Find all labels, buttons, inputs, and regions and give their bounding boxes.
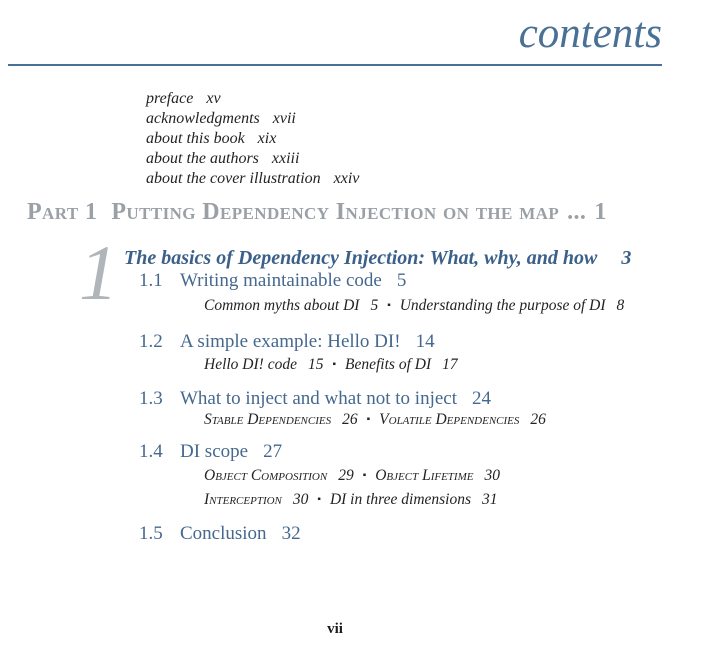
subsection-title: Volatile Dependencies (379, 411, 520, 428)
subsection-title: Understanding the purpose of DI (399, 297, 606, 314)
subsection-line (204, 465, 500, 487)
front-matter-page: xxiv (333, 170, 360, 187)
front-matter-label: preface (146, 90, 194, 107)
subsection-page: 30 (292, 491, 309, 508)
part-dots: ... (567, 199, 587, 225)
front-matter-entry (146, 149, 359, 169)
page-title: contents (518, 10, 662, 57)
section-number: 1.4 (139, 441, 163, 462)
front-matter-entry (146, 169, 359, 189)
subsection-page: 8 (616, 297, 625, 314)
section-page: 32 (281, 523, 301, 544)
section-entry (139, 441, 282, 463)
section-title: A simple example: Hello DI! (180, 331, 401, 352)
part-page: 1 (594, 199, 607, 225)
section-entry (139, 270, 406, 292)
chapter-title: The basics of Dependency Injection: What, why, and how (124, 247, 598, 269)
subsection-title: Interception (204, 491, 282, 508)
front-matter-entry (146, 89, 359, 109)
section-title: Writing maintainable code (180, 270, 382, 291)
section-number: 1.5 (139, 523, 163, 544)
part-title: Putting Dependency Injection on the map (111, 199, 560, 225)
section-title: What to inject and what not to inject (180, 388, 458, 409)
subsection-page: 26 (530, 411, 546, 428)
page-folio: vii (327, 621, 343, 637)
subsection-line (204, 354, 458, 376)
subsection-page: 30 (484, 467, 500, 484)
section-title: DI scope (180, 441, 249, 462)
subsection-page: 31 (482, 491, 498, 508)
front-matter-page: xxiii (271, 150, 300, 167)
section-title: Conclusion (180, 523, 267, 544)
subsection-title: Common myths about DI (204, 297, 360, 314)
section-page: 27 (263, 441, 283, 462)
section-number: 1.3 (139, 388, 163, 409)
front-matter-page: xvii (272, 110, 296, 127)
subsection-title: DI in three dimensions (329, 491, 472, 508)
subsection-title: Hello DI! code (204, 356, 297, 373)
subsection-page: 5 (370, 297, 379, 314)
square-bullet-icon: ▪ (332, 359, 337, 370)
section-entry (139, 388, 491, 410)
square-bullet-icon: ▪ (317, 494, 321, 505)
part-heading (27, 199, 607, 226)
section-page: 24 (472, 388, 492, 409)
subsection-page: 26 (342, 411, 358, 428)
front-matter-label: about the authors (146, 150, 259, 167)
subsection-title: Object Composition (204, 467, 328, 484)
section-entry (139, 331, 435, 353)
chapter-page: 3 (621, 247, 632, 269)
chapter-title-line (124, 246, 631, 270)
front-matter-label: about this book (146, 130, 245, 147)
section-entry (139, 523, 301, 545)
front-matter-entry (146, 109, 359, 129)
subsection-title: Object Lifetime (375, 467, 474, 484)
part-label: Part 1 (27, 199, 98, 225)
subsection-line (204, 409, 546, 431)
subsection-title: Benefits of DI (345, 356, 432, 373)
front-matter-label: about the cover illustration (146, 170, 321, 187)
subsection-line (204, 489, 498, 511)
subsection-page: 17 (442, 356, 458, 373)
front-matter-page: xix (257, 130, 277, 147)
chapter-number: 1 (79, 229, 118, 316)
subsection-page: 29 (338, 467, 354, 484)
front-matter-entry (146, 129, 359, 149)
subsection-page: 15 (307, 356, 324, 373)
section-number: 1.1 (139, 270, 163, 291)
square-bullet-icon: ▪ (387, 300, 391, 311)
section-page: 14 (415, 331, 435, 352)
header-rule (8, 64, 662, 66)
subsection-line (204, 295, 624, 317)
square-bullet-icon: ▪ (366, 414, 371, 425)
front-matter-list (146, 89, 359, 189)
square-bullet-icon: ▪ (362, 470, 367, 481)
section-page: 5 (396, 270, 407, 291)
front-matter-page: xv (206, 90, 221, 107)
section-number: 1.2 (139, 331, 163, 352)
subsection-title: Stable Dependencies (204, 411, 332, 428)
front-matter-label: acknowledgments (146, 110, 260, 127)
